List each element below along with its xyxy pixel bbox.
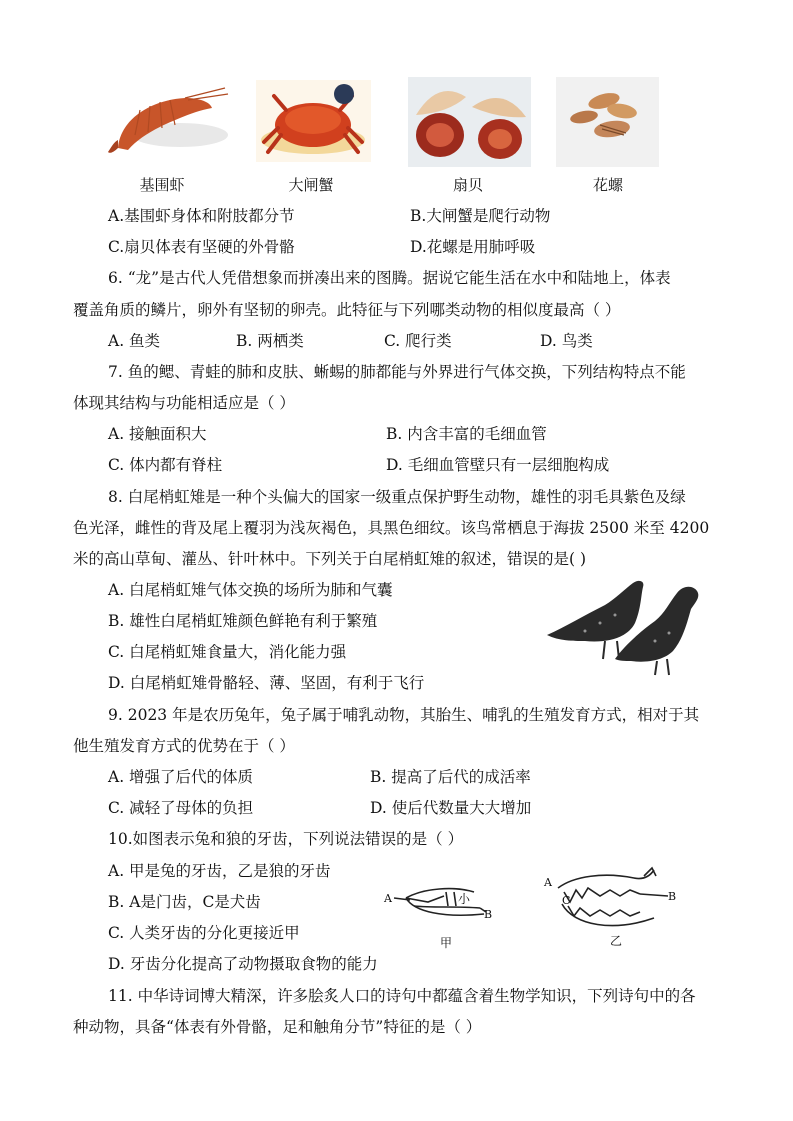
q10-option-b: B. A是门齿，C是犬齿 — [108, 893, 261, 911]
teeth-yi-label-b: B — [668, 890, 677, 903]
q8-option-a: A. 白尾梢虹雉气体交换的场所为肺和气囊 — [108, 581, 393, 599]
q6-option-a: A. 鱼类 — [108, 332, 161, 350]
scallop-image — [408, 77, 531, 167]
q8-option-c: C. 白尾梢虹雉食量大，消化能力强 — [108, 643, 347, 661]
q11-stem-line2: 种动物，具备“体表有外骨骼，足和触角分节”特征的是（ ） — [73, 1018, 482, 1036]
crab-image — [256, 80, 371, 162]
teeth-figure-yi — [544, 866, 679, 948]
q7-option-c: C. 体内都有脊柱 — [108, 456, 223, 474]
q8-option-b: B. 雄性白尾梢虹雉颜色鲜艳有利于繁殖 — [108, 612, 378, 630]
q9-stem-line2: 他生殖发育方式的优势在于（ ） — [73, 737, 295, 755]
q9-stem-line1: 9. 2023 年是农历兔年，兔子属于哺乳动物，其胎生、哺乳的生殖发育方式，相对于其 — [108, 706, 700, 724]
teeth-yi-label-c: C — [562, 894, 571, 907]
caption-sea-snail: 花螺 — [592, 176, 623, 194]
q7-option-a: A. 接触面积大 — [108, 425, 207, 443]
q10-option-c: C. 人类牙齿的分化更接近甲 — [108, 924, 300, 942]
teeth-jia-caption: 甲 — [440, 936, 453, 950]
caption-shrimp: 基围虾 — [139, 176, 185, 194]
q6-option-b: B. 两栖类 — [236, 332, 304, 350]
q6-stem-line2: 覆盖角质的鳞片，卵外有坚韧的卵壳。此特征与下列哪类动物的相似度最高（ ） — [73, 301, 621, 319]
q8-stem-line3: 米的高山草甸、灌丛、针叶林中。下列关于白尾梢虹雉的叙述，错误的是( ) — [73, 550, 587, 568]
teeth-yi-caption: 乙 — [610, 934, 623, 948]
q9-option-a: A. 增强了后代的体质 — [108, 768, 254, 786]
teeth-jia-label-small: 小 — [458, 892, 471, 906]
q6-stem-line1: 6. “龙”是古代人凭借想象而拼凑出来的图腾。据说它能生活在水中和陆地上，体表 — [108, 269, 671, 287]
q11-stem-line1: 11. 中华诗词博大精深，许多脍炙人口的诗句中都蕴含着生物学知识，下列诗句中的各 — [108, 987, 696, 1005]
q7-stem-line1: 7. 鱼的鳃、青蛙的肺和皮肤、蜥蜴的肺都能与外界进行气体交换，下列结构特点不能 — [108, 363, 686, 381]
shrimp-image — [100, 80, 230, 162]
teeth-yi-label-a: A — [544, 876, 552, 889]
q5-option-d: D.花螺是用肺呼吸 — [410, 238, 536, 256]
q7-stem-line2: 体现其结构与功能相适应是（ ） — [73, 394, 295, 412]
caption-crab: 大闸蟹 — [288, 176, 334, 194]
teeth-jia-label-b: B — [484, 908, 493, 921]
q5-option-a: A.基围虾身体和附肢都分节 — [108, 207, 295, 225]
q9-option-b: B. 提高了后代的成活率 — [370, 768, 531, 786]
q9-option-d: D. 使后代数量大大增加 — [370, 799, 532, 817]
pheasant-illustration — [545, 575, 710, 677]
sea-snail-image — [556, 77, 659, 167]
q7-option-d: D. 毛细血管壁只有一层细胞构成 — [386, 456, 610, 474]
q7-option-b: B. 内含丰富的毛细血管 — [386, 425, 547, 443]
caption-scallop: 扇贝 — [452, 176, 483, 194]
q10-option-a: A. 甲是兔的牙齿，乙是狼的牙齿 — [108, 862, 331, 880]
q6-option-d: D. 鸟类 — [540, 332, 593, 350]
q8-stem-line1: 8. 白尾梢虹雉是一种个头偏大的国家一级重点保护野生动物，雄性的羽毛具紫色及绿 — [108, 488, 686, 506]
q10-stem-line1: 10.如图表示兔和狼的牙齿，下列说法错误的是（ ） — [108, 830, 464, 848]
q6-option-c: C. 爬行类 — [384, 332, 452, 350]
teeth-figure-jia — [384, 878, 504, 950]
q8-stem-line2: 色光泽，雌性的背及尾上覆羽为浅灰褐色，具黑色细纹。该鸟常栖息于海拔 2500 米至 4200 — [73, 519, 710, 537]
q8-option-d: D. 白尾梢虹雉骨骼轻、薄、坚固，有利于飞行 — [108, 674, 425, 692]
teeth-jia-label-a: A — [384, 892, 392, 905]
q5-option-b: B.大闸蟹是爬行动物 — [410, 207, 551, 225]
q9-option-c: C. 减轻了母体的负担 — [108, 799, 254, 817]
q5-option-c: C.扇贝体表有坚硬的外骨骼 — [108, 238, 295, 256]
q10-option-d: D. 牙齿分化提高了动物摄取食物的能力 — [108, 955, 378, 973]
